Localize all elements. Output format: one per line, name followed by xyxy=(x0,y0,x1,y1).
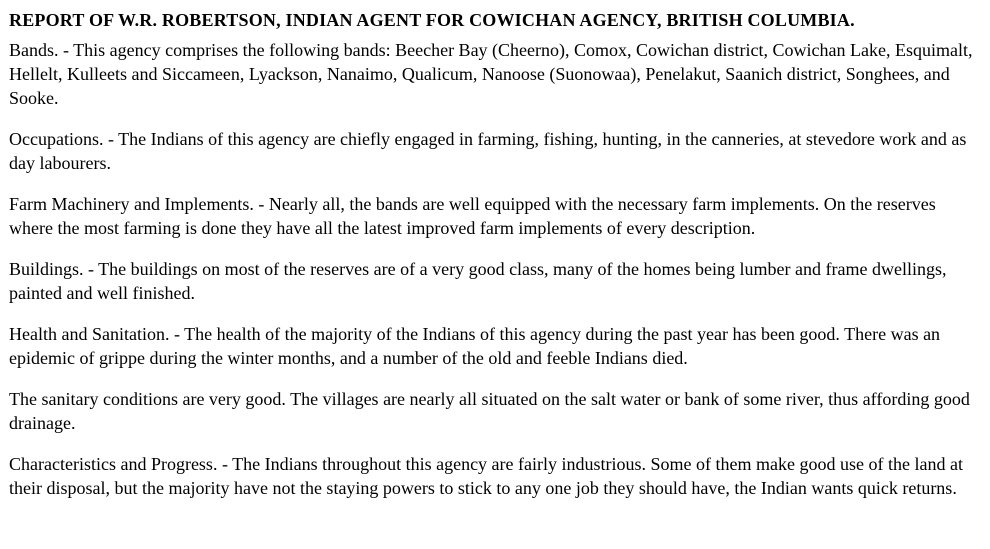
paragraph-health-sanitation: Health and Sanitation. - The health of the majority of the Indians of this agency during the past year has been good. There was an epidemic of grippe during the winter months, and a number of the old and feeble Indians died. xyxy=(9,324,941,368)
paragraph-buildings: Buildings. - The buildings on most of the reserves are of a very good class, many of the homes being lumber and frame dwellings, painted and well finished. xyxy=(9,259,947,303)
paragraph-bands: Bands. - This agency comprises the following bands: Beecher Bay (Cheerno), Comox, Cowichan district, Cowichan Lake, Esquimalt, Hellelt, Kulleets and Siccameen, Lyackson, Nanaimo, Qualicum, Nanoose (Suonowaa), Penelakut, Saanich district, Songhees, and Sooke. xyxy=(9,40,973,108)
paragraph-characteristics-progress: Characteristics and Progress. - The Indians throughout this agency are fairly industrious. Some of them make good use of the land at their disposal, but the majority have not the staying powers to stick to any one job they should have, the Indian wants quick returns. xyxy=(9,454,963,498)
paragraph-sanitary-conditions: The sanitary conditions are very good. The villages are nearly all situated on the salt water or bank of some river, thus affording good drainage. xyxy=(9,389,970,433)
paragraph-occupations: Occupations. - The Indians of this agency are chiefly engaged in farming, fishing, hunting, in the canneries, at stevedore work and as day labourers. xyxy=(9,129,967,173)
paragraph-farm-machinery: Farm Machinery and Implements. - Nearly all, the bands are well equipped with the necessary farm implements. On the reserves where the most farming is done they have all the latest improved farm implements of every description. xyxy=(9,194,936,238)
report-title: REPORT OF W.R. ROBERTSON, INDIAN AGENT FOR COWICHAN AGENCY, BRITISH COLUMBIA. xyxy=(9,10,855,30)
